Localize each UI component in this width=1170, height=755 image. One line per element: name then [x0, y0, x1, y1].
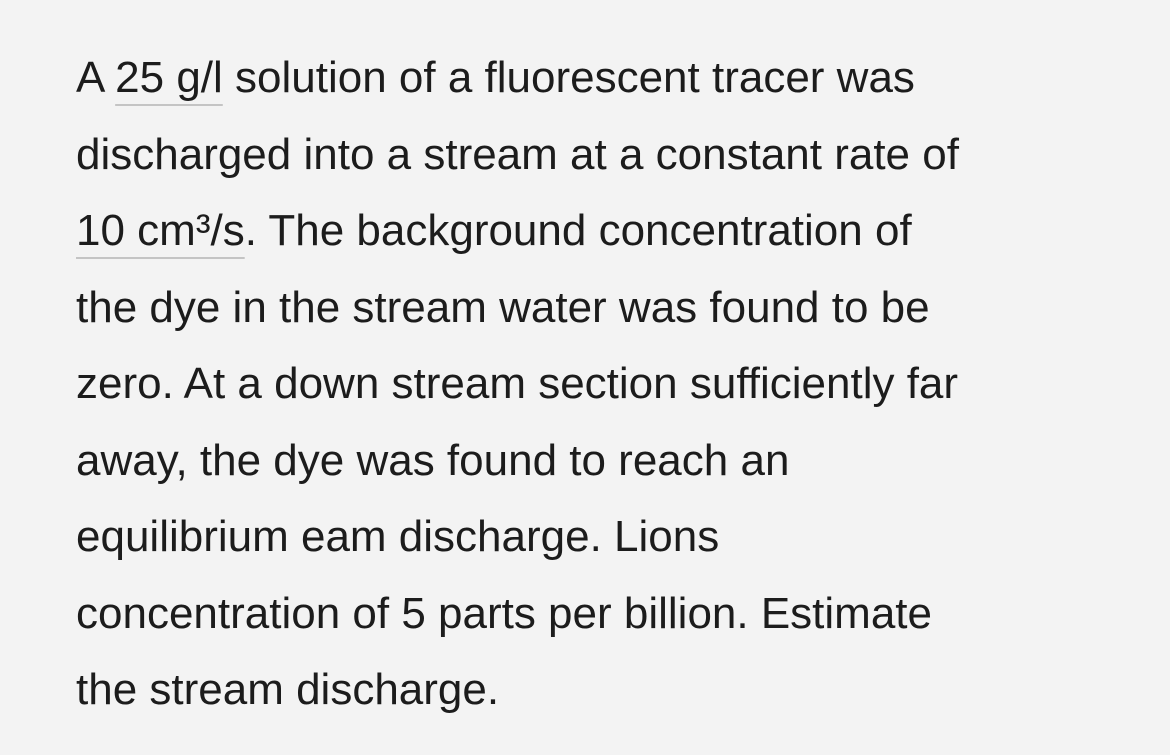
line-3-suffix: . The background concentration of: [244, 206, 912, 255]
problem-line-7: equilibrium eam discharge. Lions: [76, 512, 720, 561]
problem-line-5: zero. At a down stream section sufficiently far: [76, 359, 959, 408]
problem-line-1: [76, 40, 1170, 117]
problem-line-8: concentration of 5 parts per billion. Estimate: [76, 588, 933, 638]
line-1-prefix: A: [76, 53, 116, 102]
problem-line-2: discharged into a stream at a constant rate of: [76, 129, 959, 179]
problem-line-3: [76, 193, 1170, 270]
problem-line-9: the stream discharge.: [76, 665, 500, 714]
problem-line-6: away, the dye was found to reach an: [76, 435, 790, 485]
problem-line-4: the dye in the stream water was found to be: [76, 282, 930, 332]
tracer-concentration-link[interactable]: 25 g/l: [115, 53, 223, 102]
discharge-rate-link[interactable]: 10 cm³/s: [76, 206, 245, 255]
line-1-suffix: solution of a fluorescent tracer was: [222, 53, 915, 102]
